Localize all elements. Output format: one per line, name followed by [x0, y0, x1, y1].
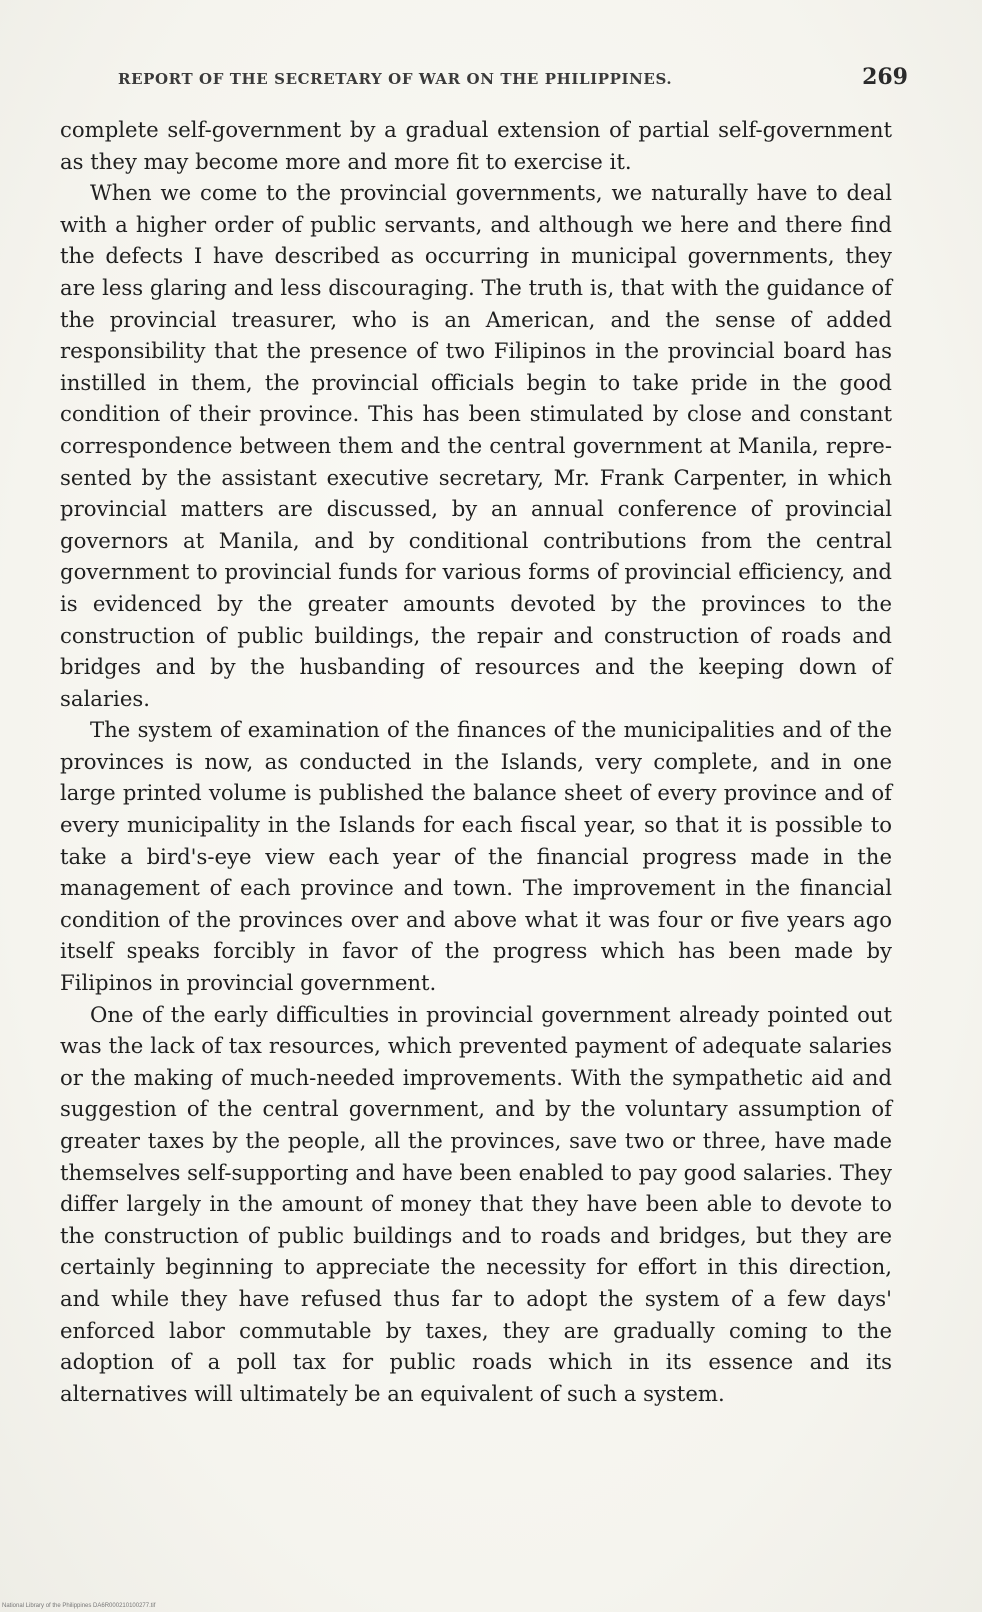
- paragraph-tax-resources: One of the early difficulties in provincial government already pointed out was the lack of tax resources, which prevented payment of adequate salaries or the making of much-needed improvements. With the sympathetic aid and suggestion of the central government, and by the voluntary assumption of greater taxes by the people, all the provinces, save two or three, have made themselves self-supporting and have been enabled to pay good salaries. They differ largely in the amount of money that they have been able to devote to the construction of public buildings and to roads and bridges, but they are certainly beginning to appreciate the necessity for effort in this direction, and while they have refused thus far to adopt the system of a few days' enforced labor commutable by taxes, they are gradually coming to the adoption of a poll tax for public roads which in its essence and its alternatives will ultimately be an equivalent of such a system.: [60, 1001, 892, 1406]
- header-title: REPORT OF THE SECRETARY OF WAR ON THE PHILIPPINES.: [118, 70, 673, 88]
- page-number: 269: [862, 64, 908, 90]
- running-header: [118, 64, 908, 96]
- paragraph-continuation: complete self-government by a gradual extension of partial self-government as they may become more and more fit to exercise it.: [60, 117, 892, 174]
- scan-footer: National Library of the Philippines DA6R000210100277.tif: [2, 1603, 156, 1609]
- body-text: [60, 114, 892, 1409]
- paragraph-finance-examination: The system of examination of the finances of the municipalities and of the provinces is now, as conducted in the Islands, very complete, and in one large printed volume is published the balance sheet of every province and of every municipality in the Islands for each fiscal year, so that it is possible to take a bird's-eye view each year of the financial progress made in the management of each province and town. The improvement in the financial condition of the provinces over and above what it was four or five years ago itself speaks forcibly in favor of the progress which has been made by Filipinos in provincial government.: [60, 717, 892, 996]
- paragraph-provincial-governments: When we come to the provincial governments, we naturally have to deal with a higher order of public servants, and although we here and there find the defects I have described as occurring in municipal governments, they are less glaring and less discouraging. The truth is, that with the guidance of the provincial treasurer, who is an American, and the sense of added responsibility that the presence of two Filipinos in the provincial board has instilled in them, the provincial officials begin to take pride in the good condition of their province. This has been stimulated by close and constant correspondence between them and the central government at Manila, represented by the assistant executive secretary, Mr. Frank Carpenter, in which provincial matters are discussed, by an annual conference of provincial governors at Manila, and by conditional contributions from the central government to provincial funds for various forms of provincial efficiency, and is evidenced by the greater amounts devoted by the provinces to the construction of public buildings, the repair and construction of roads and bridges and by the husbanding of resources and the keeping down of salaries.: [60, 180, 892, 711]
